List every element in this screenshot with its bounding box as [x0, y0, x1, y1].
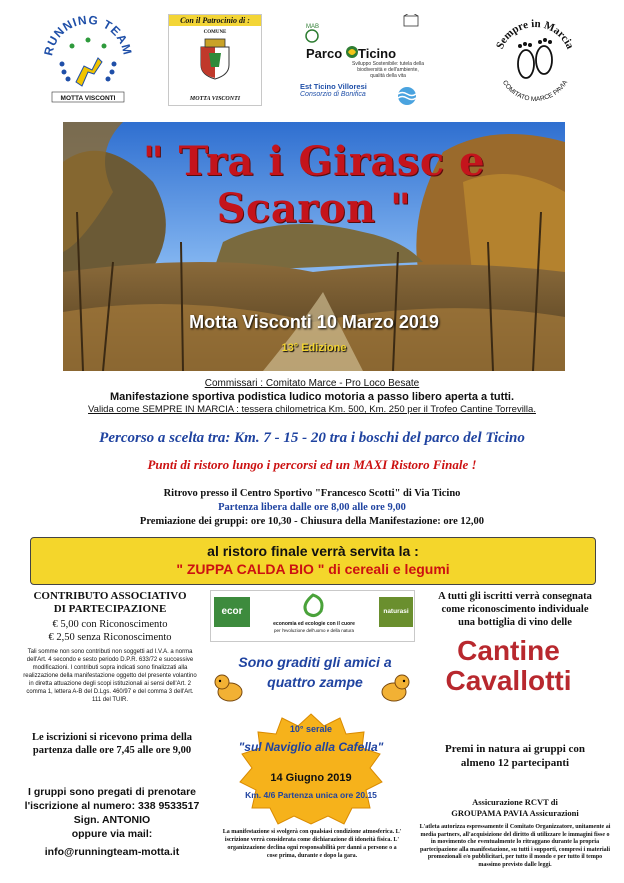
partenza-text: Partenza libera dalle ore 8,00 alle ore 9,00	[218, 502, 406, 513]
premi-line2: almeno 12 partecipanti	[460, 757, 570, 769]
ristoro-text: Punti di ristoro lungo i percorsi ed un MAXI Ristoro Finale !	[147, 457, 477, 472]
price-without: € 2,50 senza Riconoscimento	[48, 632, 172, 643]
event-place-date: Motta Visconti 10 Marzo 2019	[189, 312, 439, 332]
zuppa-banner	[30, 537, 596, 585]
premi-text	[420, 742, 610, 770]
patrocinio-label: Con il Patrocinio di :	[169, 15, 261, 26]
iscritti-line2: come riconoscimento individuale	[441, 604, 589, 615]
ecor-mark: ecor	[214, 597, 250, 627]
footprints-icon	[518, 38, 552, 78]
naturasi-mark: naturasi	[379, 597, 413, 627]
contributo-prices	[20, 618, 200, 644]
marcia-top: Sempre in Marcia	[493, 17, 577, 51]
dog-icon	[212, 670, 248, 704]
premiazione-text: Premiazione dei gruppi: ore 10,30 - Chiusura della Manifestazione: ore 12,00	[139, 516, 485, 527]
privacy-text: L'atleta autorizza espressamente il Comitato Organizzatore, unitamente ai media partners, all'acquisizione del diritto di utilizzare le immagini fisse o in movimento che eventualmente lo ritraggano durante la propria partecipazione alla manifestazione, su tutti i supporti, compresi i materiali promozionali e/o pubblicitari, per tutto il mondo e per tutto il tempo massimo previsto dalle leggi.	[419, 824, 611, 868]
gruppi-line1: I gruppi sono pregati di prenotare	[27, 786, 196, 798]
dog-icon	[376, 670, 412, 704]
commissari-text: Commissari : Comitato Marce - Pro Loco Besate	[204, 378, 420, 389]
pets-line1: Sono graditi gli amici a	[238, 654, 392, 670]
banner-line2: " ZUPPA CALDA BIO " di cereali e legumi	[176, 561, 450, 577]
contributo-title2: DI PARTECIPAZIONE	[53, 603, 167, 615]
event-title: " Tra i Girasc e Scaron "	[142, 138, 486, 232]
oppure-mail: oppure via mail:	[71, 828, 153, 840]
parco-ticino-logo	[300, 14, 426, 80]
svg-text:RUNNING TEAM	[42, 13, 134, 57]
serale-title: "sul Naviglio alla Cafella"	[238, 740, 384, 754]
contact-name: Sign. ANTONIO	[73, 814, 151, 826]
assic-line2: GROUPAMA PAVIA Assicurazioni	[451, 808, 579, 818]
iscritti-line3: una bottiglia di vino delle	[458, 617, 572, 628]
villoresi-line1: Est Ticino Villoresi	[300, 82, 367, 91]
svg-text:Sempre in Marcia	[494, 18, 576, 51]
percorso-text: Percorso a scelta tra: Km. 7 - 15 - 20 tra i boschi del parco del Ticino	[99, 430, 525, 446]
disclaimer-text: La manifestazione si svolgerà con qualsiasi condizione atmosferica. L' iscrizione verrà considerata come dichiarazione di idoneità fisica. L' organizzazione declina ogni responsabilità per danni a persone o a cose prima, durante e dopo la gara.	[222, 829, 402, 859]
ecor-tag1: economia ed ecologie con il cuore	[273, 621, 355, 627]
manifestazione-text: Manifestazione sportiva podistica ludico motoria a passo libero aperta a tutti.	[109, 391, 515, 403]
comune-label: COMUNE	[203, 30, 227, 35]
villoresi-line2: Consorzio di Bonifica	[300, 91, 366, 98]
serale-starburst	[236, 712, 386, 826]
marcia-bottom: COMITATO MARCE PAVIA	[500, 79, 570, 104]
prenotazione-text	[20, 785, 204, 859]
iscrizioni-line2: partenza dalle ore 7,45 alle ore 9,00	[32, 745, 192, 756]
ritrovo-text: Ritrovo presso il Centro Sportivo "Francesco Scotti" di Via Ticino	[163, 488, 461, 499]
running-team-logo	[42, 12, 134, 106]
leaf-icon	[299, 593, 327, 619]
price-with: € 5,00 con Riconoscimento	[52, 619, 168, 630]
serale-date: 14 Giugno 2019	[270, 772, 352, 784]
assicurazione-text	[420, 797, 610, 819]
gruppi-line2: l'iscrizione al numero: 338 9533517	[24, 800, 200, 812]
iscritti-text	[420, 590, 610, 629]
contributo-title	[20, 590, 200, 616]
ecor-naturasi-logo	[210, 590, 415, 642]
running-team-sub: MOTTA VISCONTI	[60, 95, 116, 102]
iscrizioni-text	[20, 731, 204, 757]
pets-line2: quattro zampe	[267, 674, 363, 690]
serale-top: 10° serale	[289, 724, 333, 734]
cantine-cavallotti-logo	[426, 630, 591, 708]
mab-tag: MAB	[306, 24, 320, 30]
event-edition: 13° Edizione	[281, 342, 347, 354]
parco-ticino: Ticino	[358, 46, 397, 61]
contributo-fine-print: Tali somme non sono contributi non soggetti ad I.V.A. a norma dell'Art. 4 secondo e sesto periodo D.P.R. 633/72 e successive modificazioni. I contributi sopra indicati sono finalizzati alla realizzazione della manifestazione oggetto del presente volantino in diretta attuazione degli scopi istituzionali ai sensi dell'Art. 2 comma 1, lettera A-B del D.Lgs. 460/97 e del comma 3 dell'Art. 111 del TUIR.	[23, 649, 197, 703]
assic-line1: Assicurazione RCVT di	[472, 797, 558, 807]
svg-text:COMITATO MARCE PAVIA	[501, 79, 570, 103]
email-link[interactable]: info@runningteam-motta.it	[44, 846, 180, 858]
running-team-arc-text: RUNNING TEAM	[42, 12, 134, 57]
villoresi-logo	[300, 82, 426, 108]
iscritti-line1: A tutti gli iscritti verrà consegnata	[438, 591, 592, 602]
patrocinio-box	[168, 14, 262, 106]
sempre-in-marcia-logo	[486, 12, 584, 110]
serale-km: Km. 4/6 Partenza unica ore 20.15	[245, 790, 377, 800]
premi-line1: Premi in natura ai gruppi con	[444, 743, 586, 755]
comune-city: MOTTA VISCONTI	[189, 96, 241, 102]
comune-crest-icon	[195, 37, 235, 81]
parco-sub: Sviluppo Sostenibile: tutela della biodiversità e dell'ambiente, qualità della vita	[352, 61, 424, 79]
cantine-line1: Cantine	[457, 635, 560, 666]
contributo-title1: CONTRIBUTO ASSOCIATIVO	[33, 590, 187, 602]
parco-name: Parco	[306, 46, 343, 61]
valida-text: Valida come SEMPRE IN MARCIA : tessera chilometrica Km. 500, Km. 250 per il Trofeo Cantine Torrevilla.	[88, 404, 536, 415]
hero-photo	[63, 122, 565, 371]
pets-welcome-box	[210, 652, 415, 708]
waves-icon	[388, 86, 426, 106]
banner-line1: al ristoro finale verrà servita la :	[207, 543, 419, 559]
iscrizioni-line1: Le iscrizioni si ricevono prima della	[31, 732, 193, 743]
cantine-line2: Cavallotti	[445, 665, 572, 696]
ecor-tag2: per l'evoluzione dell'uomo e della natura	[273, 628, 355, 633]
